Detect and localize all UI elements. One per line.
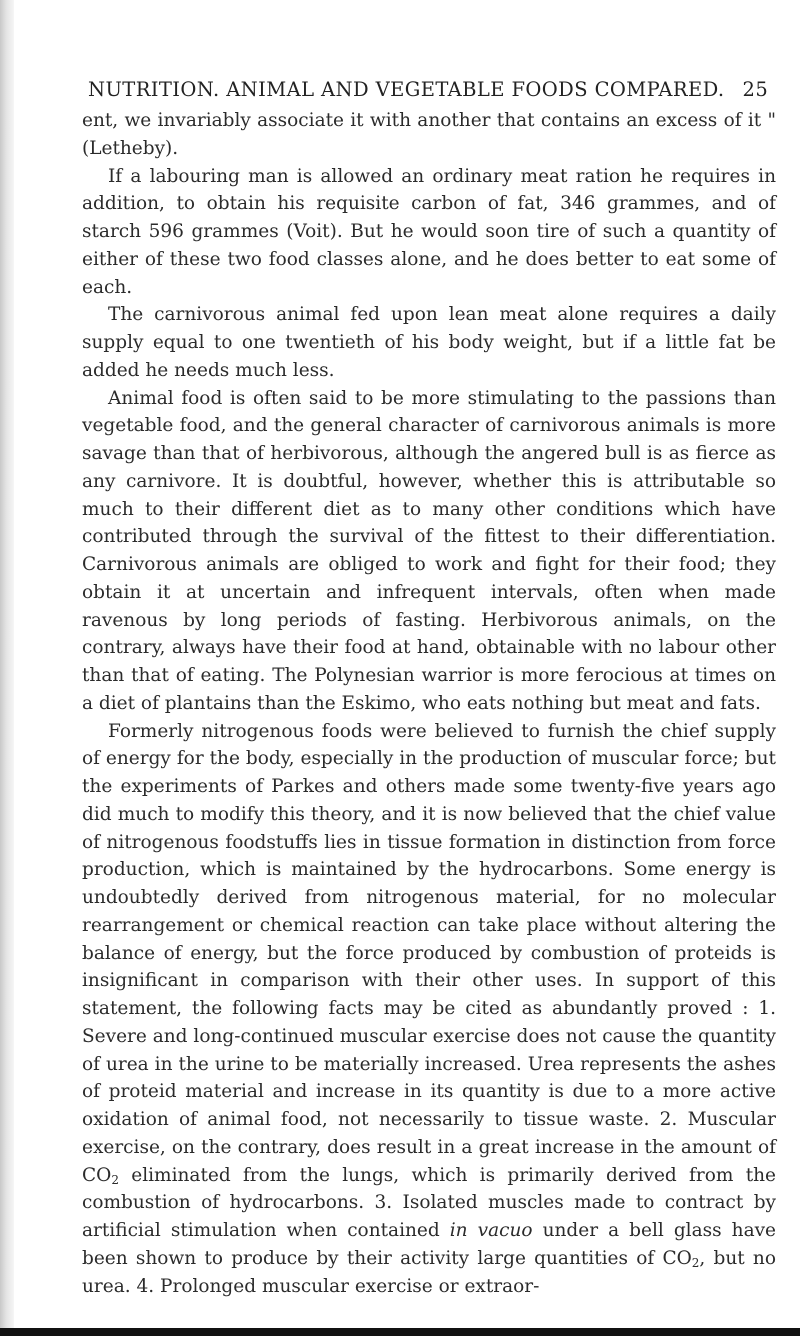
body-text: [82, 107, 776, 1300]
in-vacuo-italic: in vacuo: [449, 1220, 533, 1241]
paragraph-nitrogenous-foods: [82, 718, 776, 1301]
nitrogenous-text-part-2: eliminated from the lungs, which is primarily derived from the combustion of hydrocarbons. 3. Isolated muscles made to contract by artificial stimulation when contained: [82, 1164, 776, 1241]
paragraph-carnivorous-animal: The carnivorous animal fed upon lean meat alone requires a daily supply equal to one twentieth of his body weight, but if a little fat be added he needs much less.: [82, 304, 776, 381]
paragraph-labouring-man: If a labouring man is allowed an ordinary meat ration he requires in addition, to obtain his requisite carbon of fat, 346 grammes, and of starch 596 grammes (Voit). But he would soon tire of such a quantity of either of these two food classes alone, and he does better to eat some of each.: [82, 165, 776, 298]
page-binding-shadow: [0, 0, 14, 1336]
scan-bottom-edge: [0, 1328, 800, 1336]
paragraph-continued: ent, we invariably associate it with another that contains an excess of it " (Letheby).: [82, 110, 776, 159]
co2-subscript: 2: [111, 1172, 119, 1187]
book-page: [82, 78, 777, 1300]
running-header: [88, 78, 768, 101]
paragraph-animal-food: Animal food is often said to be more stimulating to the passions than vegetable food, and the general character of carnivorous animals is more savage than that of herbivorous, although the angered bull is as fierce as any carnivore. It is doubtful, however, whether this is attributable so much to their different diet as to many other conditions which have contributed through the survival of the fittest to their differentiation. Carnivorous animals are obliged to work and fight for their food; they obtain it at uncertain and infrequent intervals, often when made ravenous by long periods of fasting. Herbivorous animals, on the contrary, always have their food at hand, obtainable with no labour other than that of eating. The Polynesian warrior is more ferocious at times on a diet of plantains than the Eskimo, who eats nothing but meat and fats.: [82, 387, 776, 714]
running-header-title: NUTRITION. ANIMAL AND VEGETABLE FOODS COMPARED.: [88, 78, 725, 101]
nitrogenous-text-part-4: , but no urea. 4. Prolonged muscular exercise or extraor-: [82, 1247, 776, 1297]
page-number: 25: [742, 78, 769, 101]
co2-subscript-2: 2: [691, 1255, 700, 1270]
nitrogenous-text-part-1: Formerly nitrogenous foods were believed to furnish the chief supply of energy for the body, especially in the production of muscular force; but the experiments of Parkes and others made some twenty-five years ago did much to modify this theory, and it is now believed that the chief value of nitrogenous foodstuffs lies in tissue formation in distinction from force production, which is maintained by the hydrocarbons. Some energy is undoubtedly derived from nitrogenous material, for no molecular rearrangement or chemical reaction can take place without altering the balance of energy, but the force produced by combustion of proteids is insignificant in comparison with their other uses. In support of this statement, the following facts may be cited as abundantly proved : 1. Severe and long-continued muscular exercise does not cause the quantity of urea in the urine to be materially increased. Urea represents the ashes of proteid material and increase in its quantity is due to a more active oxidation of animal food, not necessarily to tissue waste. 2. Muscular exercise, on the contrary, does result in a great increase in the amount of CO: [82, 720, 776, 1186]
nitrogenous-text-part-3: under a bell glass have been shown to produce by their activity large quantities of CO: [82, 1220, 777, 1269]
